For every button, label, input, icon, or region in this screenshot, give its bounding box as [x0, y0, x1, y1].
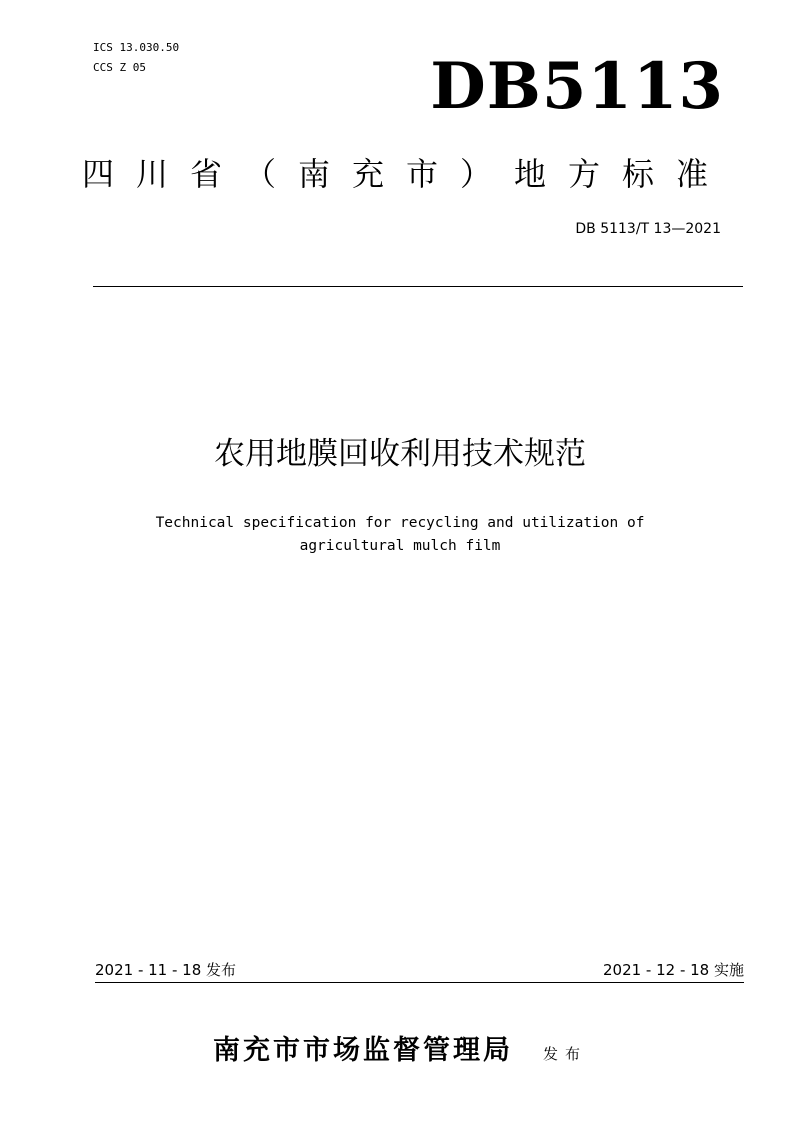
publisher-organization: 南充市市场监督管理局 — [212, 1035, 513, 1066]
standard-number: DB 5113/T 13—2021 — [575, 221, 721, 237]
classification-codes — [93, 38, 179, 78]
standard-logo: DB5113 — [430, 49, 724, 124]
ics-code: ICS 13.030.50 — [93, 41, 180, 54]
ccs-code: CCS Z 05 — [93, 61, 146, 74]
standard-category-text: 四川省（南充市）地方标准 — [81, 155, 730, 193]
header-divider — [93, 286, 743, 287]
document-title-english — [0, 512, 800, 558]
standard-category-title — [0, 150, 800, 198]
document-title-chinese: 农用地膜回收利用技术规范 — [214, 436, 586, 472]
english-title-line-1: Technical specification for recycling and utilization of — [155, 515, 645, 531]
english-title-line-2: agricultural mulch film — [299, 538, 501, 554]
publisher-line — [0, 1028, 800, 1067]
issue-date: 2021 - 11 - 18 发布 — [95, 961, 237, 979]
publisher-action: 发布 — [542, 1045, 587, 1063]
implementation-date: 2021 - 12 - 18 实施 — [602, 961, 744, 979]
date-row — [95, 958, 744, 983]
